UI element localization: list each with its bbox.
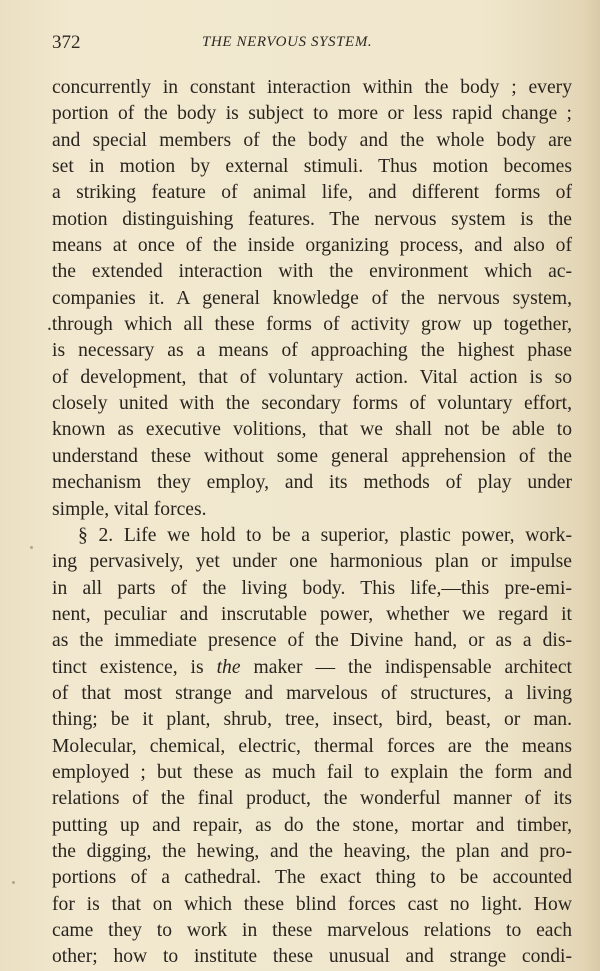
text-line: understand these without some general apprehension of the [52, 445, 572, 467]
text-line: .through which all these forms of activity grow up together, [47, 314, 572, 336]
text-line: nent, peculiar and inscrutable power, whether we regard it [52, 603, 572, 625]
text-line: portions of a cathedral. The exact thing to be accounted [52, 867, 572, 889]
text-line: the digging, the hewing, and the heaving, the plan and pro- [52, 840, 572, 862]
text-line: for is that on which these blind forces cast no light. How [52, 893, 572, 915]
text-line-with-emphasis [52, 655, 572, 681]
paper-speck [12, 881, 15, 884]
text-line: thing; be it plant, shrub, tree, insect, bird, beast, or man. [52, 709, 572, 731]
running-head: THE NERVOUS SYSTEM. [202, 34, 373, 50]
text-line: employed ; but these as much fail to explain the form and [52, 761, 572, 783]
text-line: set in motion by external stimuli. Thus motion becomes [52, 156, 572, 178]
text-line: Molecular, chemical, electric, thermal forces are the means [52, 735, 572, 757]
text-line: is necessary as a means of approaching the highest phase [52, 340, 572, 362]
line-middle: maker — [240, 656, 349, 678]
page-header [52, 32, 572, 56]
text-line: closely united with the secondary forms of voluntary effort, [52, 393, 572, 415]
body-text [47, 75, 572, 971]
text-line: came they to work in these marvelous relations to each [52, 920, 572, 941]
text-line: putting up and repair, as do the stone, mortar and timber, [52, 814, 572, 836]
text-line: of that most strange and marvelous of structures, a living [52, 682, 572, 704]
text-line: of development, that of voluntary action. Vital action is so [52, 366, 572, 388]
line-suffix: the indispensable architect [348, 656, 572, 678]
paragraph-last-line: simple, vital forces. [52, 498, 207, 520]
text-line: the extended interaction with the environment which ac- [52, 261, 572, 283]
text-line: known as executive volitions, that we shall not be able to [52, 419, 572, 441]
text-line: mechanism they employ, and its methods of play under [52, 472, 572, 494]
text-line: companies it. A general knowledge of the nervous system, [52, 287, 572, 309]
paper-speck [30, 546, 33, 549]
section-2-first-line: § 2. Life we hold to be a superior, plastic power, work- [78, 524, 572, 546]
page-number: 372 [52, 32, 81, 53]
text-line: in all parts of the living body. This life,—this pre-emi- [52, 577, 572, 599]
text-line: motion distinguishing features. The nervous system is the [52, 208, 572, 230]
text-line: concurrently in constant interaction within the body ; every [52, 77, 572, 98]
text-line: portion of the body is subject to more or less rapid change ; [52, 103, 572, 125]
text-line: relations of the final product, the wonderful manner of its [52, 788, 572, 810]
text-line: and special members of the body and the whole body are [52, 129, 572, 151]
text-line: means at once of the inside organizing process, and also of [52, 235, 572, 257]
emphasis-the: the [216, 656, 241, 678]
text-line: ing pervasively, yet under one harmonious plan or impulse [52, 551, 572, 573]
text-line: a striking feature of animal life, and different forms of [52, 182, 572, 204]
text-line: other; how to institute these unusual and strange condi- [52, 946, 572, 968]
line-prefix: tinct existence, is [52, 656, 217, 678]
text-line: as the immediate presence of the Divine hand, or as a dis- [52, 630, 572, 652]
